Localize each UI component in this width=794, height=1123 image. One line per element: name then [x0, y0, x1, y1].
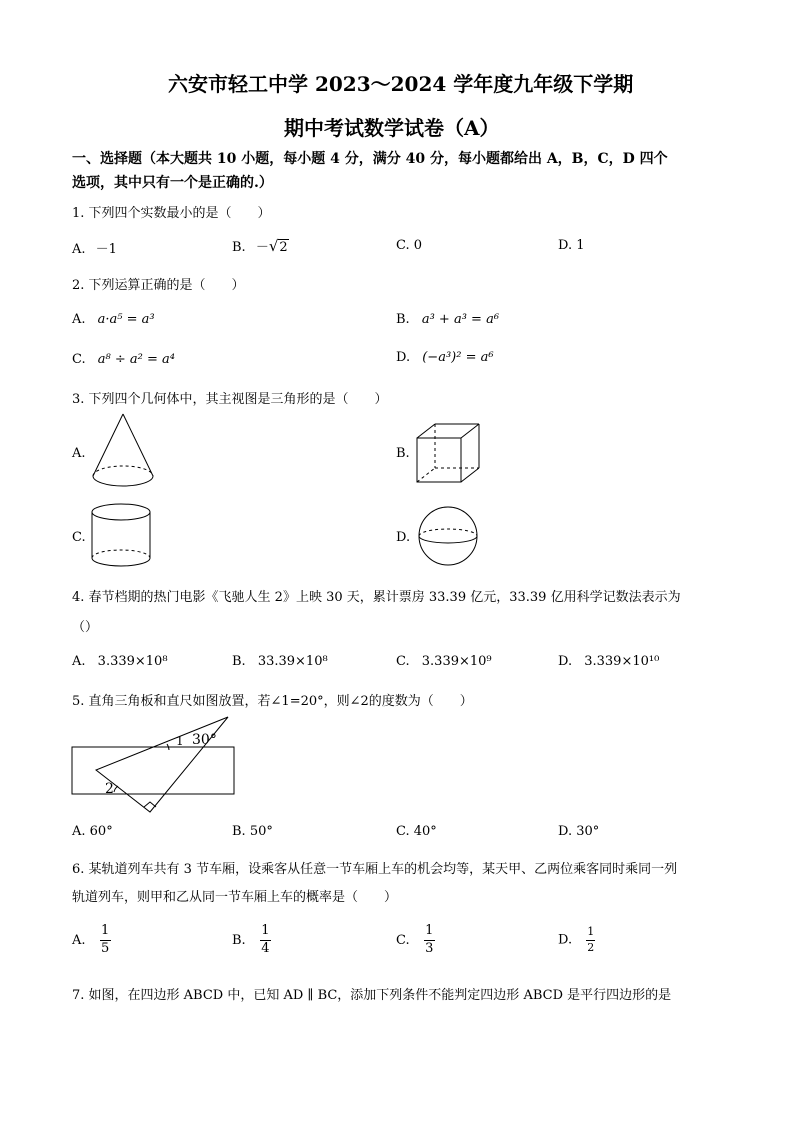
q6-option-b-num: 1	[261, 923, 270, 938]
cone-figure	[88, 412, 158, 494]
angle-1-label: 1	[176, 734, 184, 748]
question-5-stem: 5. 直角三角板和直尺如图放置，若∠1=20°，则∠2的度数为（ ）	[72, 694, 473, 709]
cube-figure	[412, 420, 484, 486]
q6-option-c-fraction	[424, 924, 435, 957]
sqrt-icon: √	[268, 237, 279, 255]
question-4-stem-line1: 4. 春节档期的热门电影《飞驰人生 2》上映 30 天，累计票房 33.39 亿元，33.39 亿用科学记数法表示为	[72, 590, 681, 605]
q1-option-d: D. 1	[558, 238, 585, 253]
q2-option-d-label: D.	[396, 350, 411, 365]
q1-option-a-label: A.	[72, 242, 86, 257]
angle-2-label: 2	[105, 781, 114, 797]
question-3-stem: 3. 下列四个几何体中，其主视图是三角形的是（ ）	[72, 392, 388, 407]
q4-option-b-text: 33.39×10⁸	[257, 654, 328, 669]
q6-option-d-fraction	[586, 926, 595, 954]
question-1-stem: 1. 下列四个实数最小的是（ ）	[72, 206, 271, 221]
q2-option-b-label: B.	[396, 312, 410, 327]
q4-option-b	[232, 654, 328, 669]
q6-option-d-den: 2	[587, 940, 595, 954]
question-6-stem-line1: 6. 某轨道列车共有 3 节车厢，设乘客从任意一节车厢上车的机会均等，某天甲、乙两位乘客同时乘同一列	[72, 862, 678, 877]
sphere-figure	[416, 504, 480, 568]
q6-option-a-fraction	[100, 924, 111, 957]
q2-option-d-text: (−a³)² = a⁶	[422, 350, 494, 365]
q5-option-d: D. 30°	[558, 824, 600, 839]
q6-option-b-den: 4	[261, 940, 270, 956]
q4-option-c-label: C.	[396, 654, 410, 669]
q6-option-d-num: 1	[587, 925, 595, 938]
q6-option-c-den: 3	[425, 940, 434, 956]
q6-option-c	[396, 924, 435, 957]
q6-option-a	[72, 924, 111, 957]
cylinder-figure	[88, 500, 154, 572]
q4-option-d	[558, 654, 659, 669]
page-title-line2: 期中考试数学试卷（A）	[284, 116, 500, 140]
q1-option-b-label: B.	[232, 240, 246, 255]
question-6-stem-line2: 轨道列车，则甲和乙从同一节车厢上车的概率是（ ）	[72, 890, 398, 905]
q3-option-c-label: C.	[72, 530, 86, 545]
q5-option-a: A. 60°	[72, 824, 113, 839]
q3-option-a-label: A.	[72, 446, 86, 461]
q2-option-a-text: a·a⁵ = a³	[97, 312, 155, 327]
q4-option-a-label: A.	[72, 654, 86, 669]
question-7-stem: 7. 如图，在四边形 ABCD 中，已知 AD ∥ BC，添加下列条件不能判定四边形 ABCD 是平行四边形的是	[72, 988, 672, 1003]
q2-option-c-label: C.	[72, 352, 86, 367]
q6-option-a-den: 5	[101, 940, 110, 956]
q2-option-d	[396, 350, 494, 365]
q1-option-b	[232, 236, 289, 255]
q4-option-a	[72, 654, 168, 669]
q6-option-d	[558, 926, 595, 954]
ruler-triangle-figure	[70, 714, 242, 816]
q4-option-d-label: D.	[558, 654, 573, 669]
q6-option-c-num: 1	[425, 923, 434, 938]
q2-option-c	[72, 352, 175, 367]
q6-option-c-label: C.	[396, 932, 410, 948]
q6-option-b	[232, 924, 271, 957]
q4-option-c	[396, 654, 492, 669]
q2-option-c-text: a⁸ ÷ a² = a⁴	[97, 352, 175, 367]
question-2-stem: 2. 下列运算正确的是（ ）	[72, 278, 245, 293]
angle-30-label: 30°	[192, 732, 217, 748]
q4-option-c-text: 3.339×10⁹	[421, 654, 492, 669]
q1-option-c: C. 0	[396, 238, 423, 253]
q1-option-a	[72, 238, 117, 257]
q5-option-c: C. 40°	[396, 824, 437, 839]
q4-option-a-text: 3.339×10⁸	[97, 654, 168, 669]
q1-option-b-radicand: 2	[279, 240, 288, 255]
q4-option-b-label: B.	[232, 654, 246, 669]
question-4-stem-line2: （）	[72, 620, 99, 635]
q6-option-b-label: B.	[232, 932, 246, 948]
q6-option-b-fraction	[260, 924, 271, 957]
q6-option-d-label: D.	[558, 932, 573, 948]
section-heading-line2: 选项，其中只有一个是正确的.）	[72, 175, 273, 191]
q2-option-a-label: A.	[72, 312, 86, 327]
q5-option-b: B. 50°	[232, 824, 273, 839]
q2-option-b-text: a³ + a³ = a⁶	[421, 312, 500, 327]
q6-option-a-num: 1	[101, 923, 110, 938]
q4-option-d-text: 3.339×10¹⁰	[584, 654, 660, 669]
q2-option-b	[396, 312, 499, 327]
q3-option-b-label: B.	[396, 446, 410, 461]
q2-option-a	[72, 312, 155, 327]
q1-option-b-prefix: －	[255, 240, 269, 255]
page-title-line1: 六安市轻工中学 2023～2024 学年度九年级下学期	[168, 72, 634, 96]
q6-option-a-label: A.	[72, 932, 86, 948]
q1-option-a-text: －1	[95, 242, 117, 257]
q3-option-d-label: D.	[396, 530, 411, 545]
section-heading-line1: 一、选择题（本大题共 10 小题，每小题 4 分，满分 40 分，每小题都给出 A，B，C，D 四个	[72, 151, 668, 167]
